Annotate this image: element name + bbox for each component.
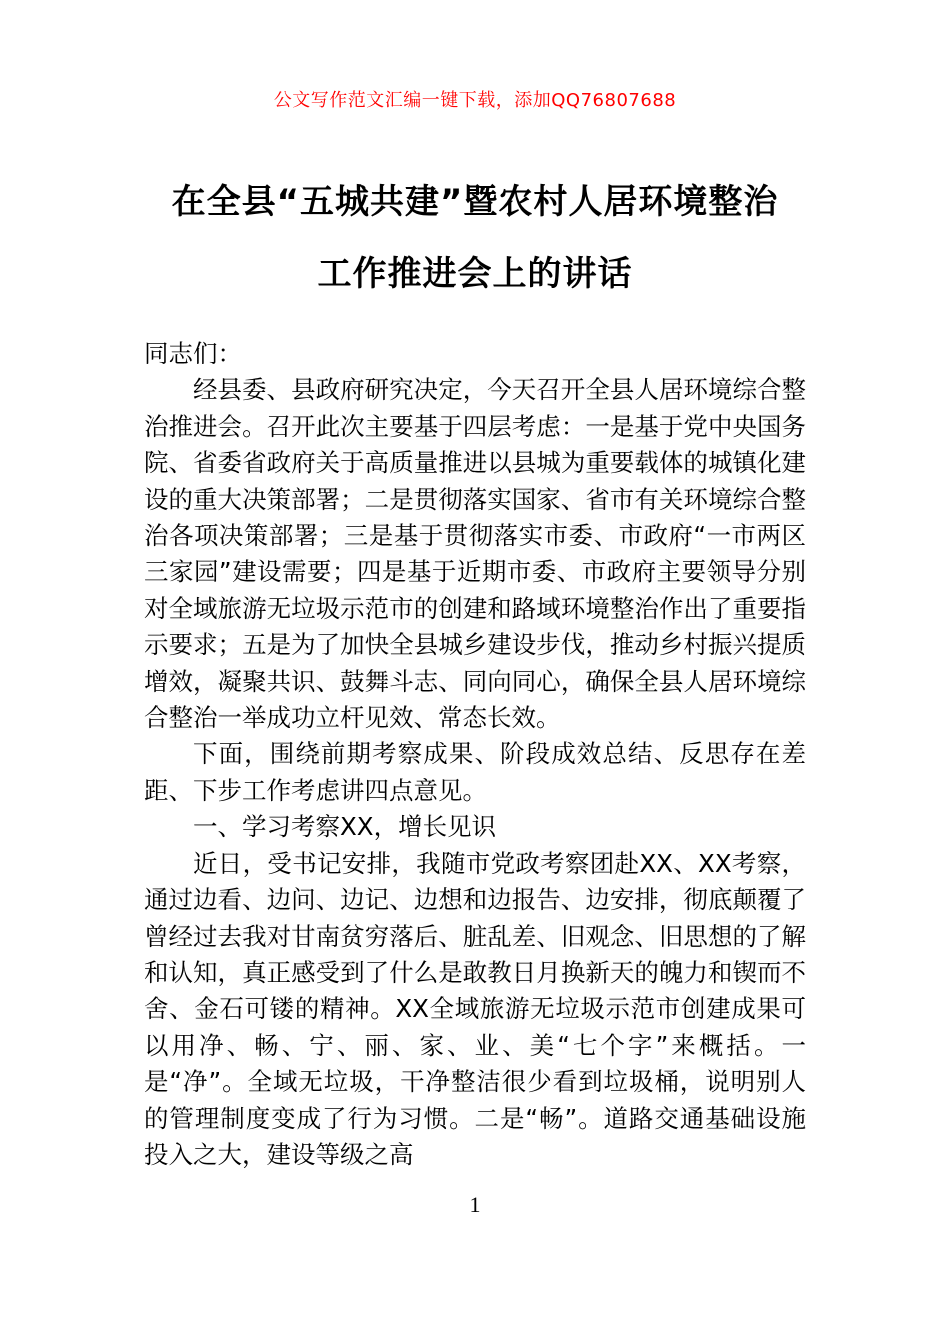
- speech-body: [144, 336, 806, 1173]
- document-title-line-2: 工作推进会上的讲话: [317, 254, 633, 294]
- salutation: 同志们：: [144, 339, 242, 368]
- document-title-line-1: 在全县“五城共建”暨农村人居环境整治: [171, 182, 779, 222]
- page-number: 1: [469, 1192, 481, 1217]
- paragraph-outline: 下面，围绕前期考察成果、阶段成效总结、反思存在差距、下步工作考虑讲四点意见。: [144, 739, 806, 805]
- download-notice: 公文写作范文汇编一键下载，添加QQ76807688: [273, 90, 677, 111]
- paragraph-intro: 经县委、县政府研究决定，今天召开全县人居环境综合整治推进会。召开此次主要基于四层考虑：一是基于党中央国务院、省委省政府关于高质量推进以县城为重要载体的城镇化建设的重大决策部署；二是贯彻落实国家、省市有关环境综合整治各项决策部署；三是基于贯彻落实市委、市政府“一市两区三家园”建设需要；四是基于近期市委、市政府主要领导分别对全域旅游无垃圾示范市的创建和路域环境整治作出了重要指示要求；五是为了加快全县城乡建设步伐，推动乡村振兴提质增效，凝聚共识、鼓舞斗志、同向同心，确保全县人居环境综合整治一举成功立杆见效、常态长效。: [144, 375, 806, 733]
- paragraph-section-1: 近日，受书记安排，我随市党政考察团赴XX、XX考察，通过边看、边问、边记、边想和边报告、边安排，彻底颠覆了曾经过去我对甘南贫穷落后、脏乱差、旧观念、旧思想的了解和认知，真正感受到了什么是敢教日月换新天的魄力和锲而不舍、金石可镂的精神。XX全域旅游无垃圾示范市创建成果可以用净、畅、宁、丽、家、业、美“七个字”来概括。一是“净”。全域无垃圾，干净整洁很少看到垃圾桶，说明别人的管理制度变成了行为习惯。二是“畅”。道路交通基础设施投入之大，建设等级之高: [144, 848, 806, 1169]
- section-heading-1: 一、学习考察XX，增长见识: [193, 812, 497, 842]
